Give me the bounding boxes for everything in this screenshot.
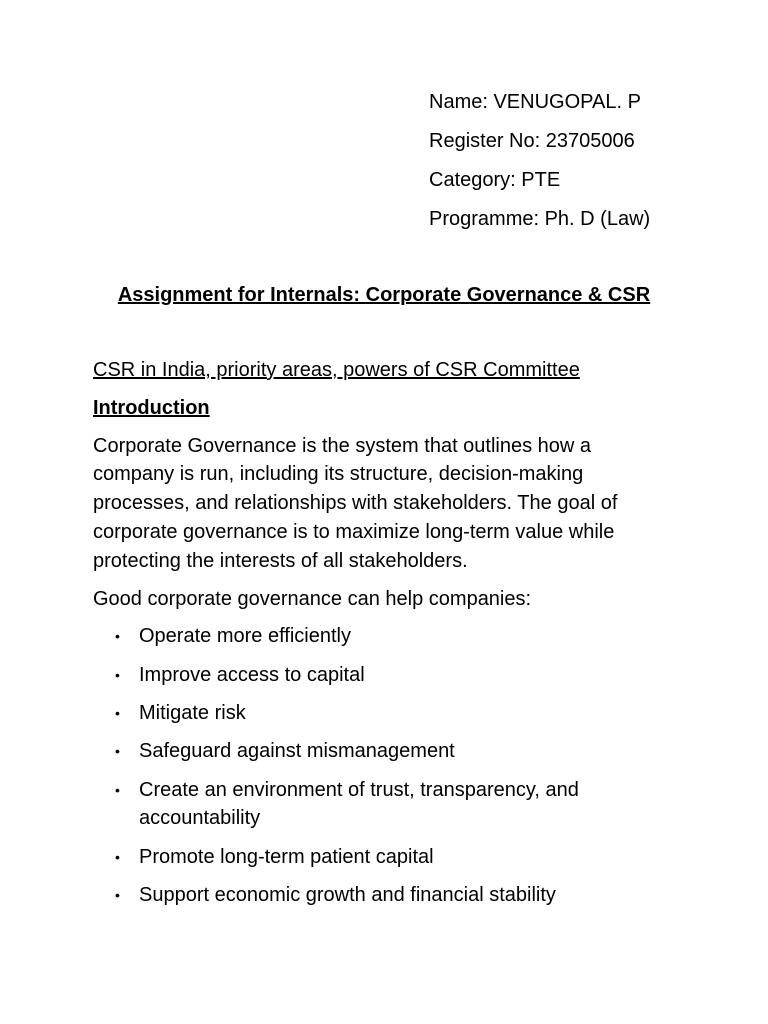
list-item [93, 622, 629, 651]
list-item [93, 661, 629, 690]
bullet-icon: • [115, 666, 120, 683]
intro-paragraph: Corporate Governance is the system that outlines how a company is run, including its structure, decision-making processes, and relationships with stakeholders. The goal of corporate governance is to maximize long-term value while protecting the interests of all stakeholders. [93, 434, 618, 572]
list-item-text: Mitigate risk [139, 701, 246, 724]
category: Category: PTE [429, 169, 561, 191]
benefits-list [93, 622, 673, 909]
programme: Programme: Ph. D (Law) [429, 208, 651, 230]
bullet-icon: • [115, 781, 120, 798]
student-name: Name: VENUGOPAL. P [429, 91, 641, 113]
list-item-text: Improve access to capital [139, 663, 365, 686]
bullet-icon: • [115, 704, 120, 721]
list-item [93, 737, 629, 766]
bullet-icon: • [115, 886, 120, 903]
bullet-icon: • [115, 628, 120, 645]
lead-in-text: Good corporate governance can help companies: [93, 587, 532, 610]
assignment-title: Assignment for Internals: Corporate Governance & CSR [117, 284, 651, 306]
list-item-text: Operate more efficiently [139, 625, 351, 648]
list-item [93, 699, 629, 728]
list-item-text: Safeguard against mismanagement [139, 740, 455, 763]
list-item-text: Create an environment of trust, transparency, and accountability [139, 778, 579, 830]
register-number: Register No: 23705006 [429, 130, 635, 152]
list-item [93, 776, 629, 834]
list-item-text: Support economic growth and financial stability [139, 883, 556, 906]
introduction-heading: Introduction [93, 396, 210, 419]
list-item-text: Promote long-term patient capital [139, 845, 434, 868]
subtopic-heading: CSR in India, priority areas, powers of CSR Committee [93, 359, 580, 381]
document-body [93, 356, 673, 919]
list-item [93, 843, 629, 872]
list-item [93, 881, 629, 910]
student-info-block [429, 88, 650, 244]
bullet-icon: • [115, 743, 120, 760]
bullet-icon: • [115, 848, 120, 865]
